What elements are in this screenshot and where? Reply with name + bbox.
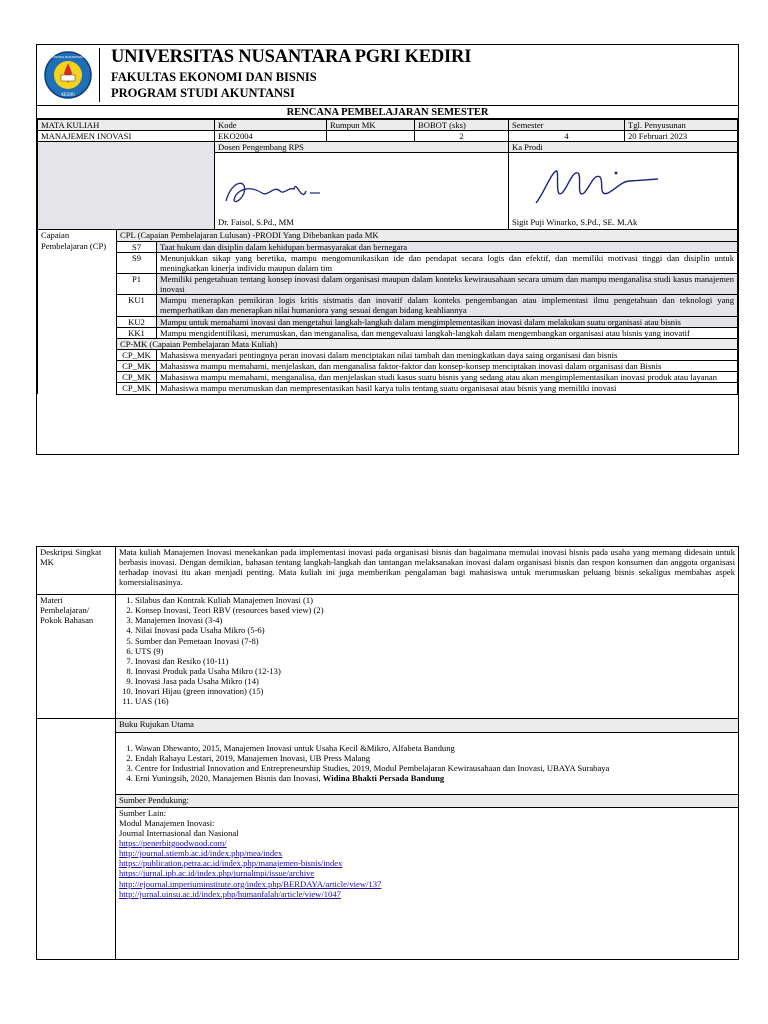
reference-link[interactable]: https://penerbitgoodwood.com/ — [119, 837, 227, 848]
dosen-signature-cell — [215, 153, 509, 230]
svg-text:KEDIRI: KEDIRI — [61, 92, 75, 97]
course-semester: 4 — [509, 131, 625, 142]
deskripsi-label: Deskripsi Singkat MK — [37, 547, 116, 595]
reference-link[interactable]: http://ejournal.imperiuminstitute.org/index.php/BERDAYA/article/view/137 — [119, 878, 382, 889]
kaprodi-signature — [532, 163, 662, 209]
cpmk-row: CP_MK Mahasiswa mampu memahami, menganalisa, dan menjelaskan studi kasus suatu bisnis yang sedang atau akan mengimplementasikan inovasi produk atau layanan — [38, 372, 738, 383]
dosen-signature — [222, 173, 332, 209]
cpl-header: CPL (Capaian Pembelajaran Lulusan) -PRODI Yang Dibebankan pada MK — [117, 230, 738, 241]
university-logo — [43, 48, 100, 102]
cpmk-row: CP_MK Mahasiswa mampu memahami, menjelaskan, dan menganalisa faktor-faktor dan konsep-konsep menciptakan inovasi dalam organisasi dan Bisnis — [38, 361, 738, 372]
list-item: 5. Sumber dan Pemetaan Inovasi (7-8) — [135, 636, 735, 646]
cp-label: Capaian Pembelajaran (CP) — [38, 230, 117, 394]
signature-row — [38, 142, 738, 153]
list-item: 7. Inovasi dan Resiko (10-11) — [135, 656, 735, 666]
materi-list — [119, 595, 735, 707]
rujukan-label-cell — [37, 719, 116, 960]
list-item: 2. Konsep Inovasi, Teori RBV (resources based view) (2) — [135, 605, 735, 615]
course-date: 20 Februari 2023 — [625, 131, 738, 142]
cpl-row: S7 Taat hukum dan disiplin dalam kehidupan bermasyarakat dan bernegara — [38, 241, 738, 252]
kaprodi-name: Sigit Puji Winarko, S.Pd., SE. M.Ak — [512, 217, 638, 228]
kaprodi-label: Ka Prodi — [509, 142, 738, 153]
cpl-row: S9 Menunjukkan sikap yang beretika, mampu mengomunikasikan ide dan pendapat secara logis dan efektif, dan memiliki motivasi tinggi dan disiplin untuk meningkatkan kinerja individu maupun dalam tim — [38, 252, 738, 273]
label-semester: Semester — [509, 120, 625, 131]
list-item: 6. UTS (9) — [135, 646, 735, 656]
program-name: PROGRAM STUDI AKUNTANSI — [111, 86, 295, 100]
list-item: 11. UAS (16) — [135, 696, 735, 706]
dosen-name: Dr. Faisol, S.Pd., MM — [218, 217, 294, 228]
list-item: 1. Silabus dan Kontrak Kuliah Manajemen Inovasi (1) — [135, 595, 735, 605]
reference-link[interactable]: http://jurnal.uinsu.ac.id/index.php/humanfalah/article/view/1047 — [119, 888, 341, 899]
sumber-lain-label: Sumber Lain: — [119, 807, 167, 818]
label-kode: Kode — [215, 120, 327, 131]
cp-table — [37, 229, 738, 394]
cpmk-row: CP_MK Mahasiswa mampu merumuskan dan mempresentasikan hasil karya tulis tentang suatu organisasai atau bisnis yang memiliki inovasi — [38, 383, 738, 394]
signature-blank-cell — [38, 142, 215, 230]
sumber-lain-section — [116, 808, 738, 899]
materi-label: Materi Pembelajaran/ Pokok Bahasan — [37, 595, 116, 719]
course-info-labels — [38, 120, 738, 131]
list-item: 4. Nilai Inovasi pada Usaha Mikro (5-6) — [135, 625, 735, 635]
cpmk-row: CP_MK Mahasiswa menyadari pentingnya peran inovasi dalam menciptakan nilai tambah dan meningkatkan daya saing organisasi dan bisnis — [38, 349, 738, 360]
journal-label: Journal Internasional dan Nasional — [119, 827, 239, 838]
kaprodi-signature-cell — [509, 153, 738, 230]
faculty-name: FAKULTAS EKONOMI DAN BISNIS — [111, 70, 317, 84]
list-item: 3. Centre for Industrial Innovation and Entrepreneurship Studies, 2019, Modul Pembelajaran Kewirausahaan dan Inovasi, UBAYA Surabaya — [135, 763, 738, 773]
rps-title: RENCANA PEMBELAJARAN SEMESTER — [37, 106, 738, 119]
course-info-values — [38, 131, 738, 142]
list-item: 4. Erni Yuningsih, 2020, Manajemen Bisnis dan Inovasi, Widina Bhakti Persada Bandung — [135, 773, 738, 783]
rps-detail-block — [36, 546, 739, 960]
rujukan-utama-header: Buku Rujukan Utama — [116, 719, 738, 733]
course-rumpun — [327, 131, 415, 142]
course-code: EKO2004 — [215, 131, 327, 142]
rujukan-utama-list — [116, 733, 738, 794]
svg-text:UNIVERSITAS NUSANTARA PGRI: UNIVERSITAS NUSANTARA PGRI — [44, 55, 92, 59]
list-item: 8. Inovasi Produk pada Usaha Mikro (12-13) — [135, 666, 735, 676]
list-item: 2. Endah Rahayu Lestari, 2019, Manajemen Inovasi, UB Press Malang — [135, 753, 738, 763]
list-item: 10. Inovari Hijau (green innovation) (15) — [135, 686, 735, 696]
list-item: 1. Wawan Dhewanto, 2015, Manajemen Inovasi untuk Usaha Kecil &Mikro, Alfabeta Bandung — [135, 743, 738, 753]
label-mata-kuliah: MATA KULIAH — [38, 120, 215, 131]
university-name: UNIVERSITAS NUSANTARA PGRI KEDIRI — [111, 47, 472, 67]
dosen-label: Dosen Pengembang RPS — [215, 142, 509, 153]
cpl-row: P1 Memiliki pengetahuan tentang konsep inovasi dalam organisasi maupun dalam konteks kewirausahaan secara umum dan mampu menganalisa studi kasus manajemen inovasi — [38, 274, 738, 295]
detail-table — [36, 546, 739, 960]
reference-link[interactable]: http://journal.stiemb.ac.id/index.php/mea/index — [119, 848, 283, 859]
course-name: MANAJEMEN INOVASI — [38, 131, 215, 142]
reference-link[interactable]: https://jurnal.ipb.ac.id/index.php/jurnalmpi/issue/archive — [119, 868, 315, 879]
document-header — [37, 45, 738, 106]
label-rumpun: Rumpun MK — [327, 120, 415, 131]
rps-header-block — [36, 44, 739, 455]
list-item: 9. Inovasi Jasa pada Usaha Mikro (14) — [135, 676, 735, 686]
cpmk-header: CP-MK (Capaian Pembelajaran Mata Kuliah) — [117, 338, 738, 349]
rujukan-cell — [116, 719, 739, 960]
list-item: 3. Manajemen Inovasi (3-4) — [135, 615, 735, 625]
sumber-pendukung-header: Sumber Pendukung: — [116, 794, 738, 808]
cpl-row: KK1 Mampu mengidentifikasi, merumuskan, dan menganalisa, dan mengevaluasi langkah-langkah dalam mengembangkan organisasi atau bisnis yang inovatif — [38, 327, 738, 338]
course-bobot: 2 — [415, 131, 509, 142]
modul-label: Modul Manajemen Inovasi: — [119, 817, 215, 828]
label-tgl: Tgl. Penyusunan — [625, 120, 738, 131]
materi-cell — [116, 595, 739, 719]
course-info-table — [37, 119, 738, 230]
label-bobot: BOBOT (sks) — [415, 120, 509, 131]
cpl-row: KU2 Mampu untuk memahami inovasi dan mengetahui langkah-langkah dalam mengimplementasikan inovasi dalam melakukan suatu organisasi atau bisnis — [38, 316, 738, 327]
deskripsi-text: Mata kuliah Manajemen Inovasi menekankan pada implementasi inovasi pada organisasi bisnis dan bagaimana memulai inovasi bisnis pada usaha yang memang didesain untuk berbasis inovasi. Dengan demikian, bahasan tentang langkah-langkah dan tantangan melaksanakan inovasi dalam organisasi bisnis dan respon konsumen dan anggota organisasi terhadap inovasi itu akan menjadi penting. Mata kuliah ini juga memberikan pengalaman bagi mahasiswa untuk merumuskan peluang bisnis sekaligus membahas aspek komersialisasinya. — [116, 547, 739, 595]
cpl-row: KU1 Mampu menerapkan pemikiran logis kritis sistmatis dan inovatif dalam konteks pengembangan atau implementasi ilmu pengetahuan dan teknologi yang memperhatikan dan menerapkan nilai humaniora yang sesuai dengan bidang keahliannya — [38, 295, 738, 316]
reference-link[interactable]: https://publication.petra.ac.id/index.php/manajemen-bisnis/index — [119, 858, 343, 869]
